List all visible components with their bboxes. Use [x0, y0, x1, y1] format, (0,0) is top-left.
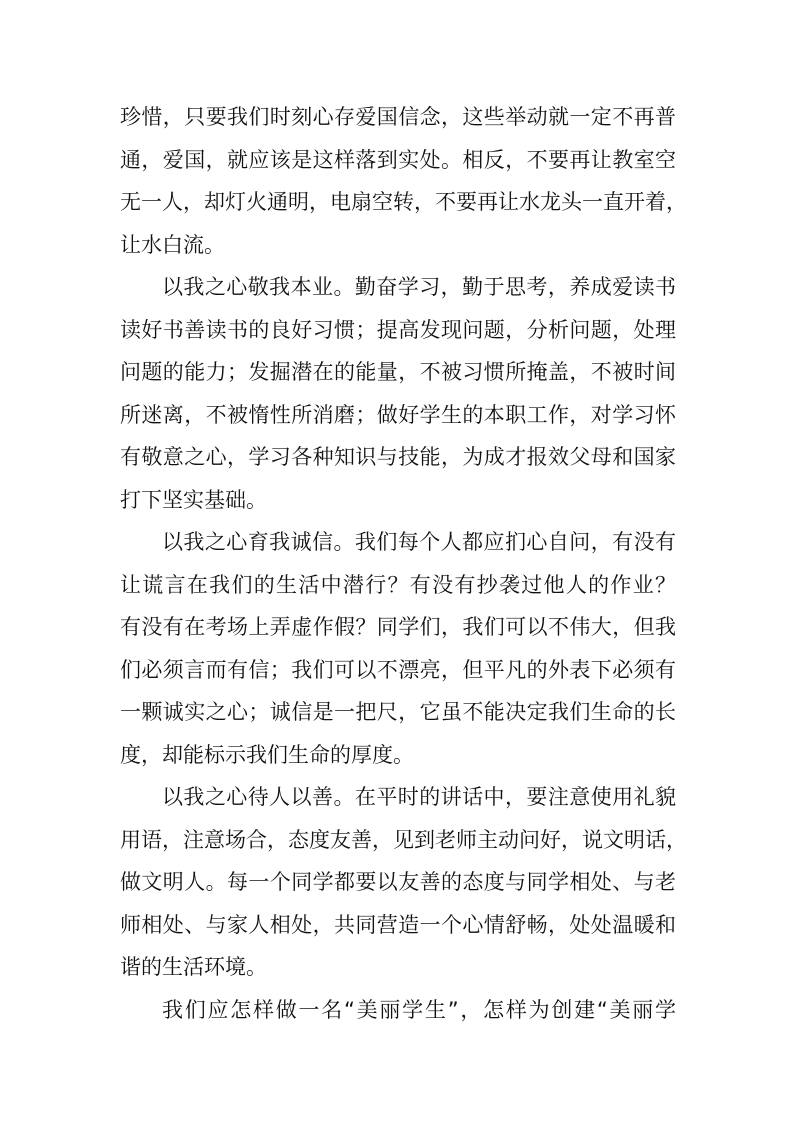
text-line: 做文明人。每一个同学都要以友善的态度与同学相处、与老	[120, 870, 676, 894]
text-line: 有没有在考场上弄虚作假？同学们，我们可以不伟大，但我	[120, 615, 676, 639]
text-line: 用语，注意场合，态度友善，见到老师主动问好，说文明话，	[120, 827, 687, 852]
paragraph-start-line: 以我之心待人以善。在平时的讲话中，要注意使用礼貌	[162, 785, 676, 809]
paragraph-start-line: 我们应怎样做一名“美丽学生”，怎样为创建“美丽学	[162, 997, 676, 1022]
text-line: 珍惜，只要我们时刻心存爱国信念，这些举动就一定不再普	[120, 105, 676, 129]
paragraph-start-line: 以我之心敬我本业。勤奋学习，勤于思考，养成爱读书	[162, 275, 676, 299]
text-line: 读好书善读书的良好习惯；提高发现问题，分析问题，处理	[120, 317, 676, 342]
text-line: 一颗诚实之心；诚信是一把尺，它虽不能决定我们生命的长	[120, 700, 676, 724]
paragraph-start-line: 以我之心育我诚信。我们每个人都应扪心自问，有没有	[162, 530, 676, 554]
text-line: 通，爱国，就应该是这样落到实处。相反，不要再让教室空	[120, 147, 676, 172]
text-line: 有敬意之心，学习各种知识与技能，为成才报效父母和国家	[120, 445, 676, 469]
text-line: 师相处、与家人相处，共同营造一个心情舒畅，处处温暖和	[120, 912, 676, 937]
text-line: 谐的生活环境。	[120, 955, 267, 979]
text-line: 度，却能标示我们生命的厚度。	[120, 742, 414, 767]
text-line: 所迷离，不被惰性所消磨；做好学生的本职工作，对学习怀	[120, 402, 676, 427]
document-body	[120, 96, 687, 1031]
text-line: 问题的能力；发掘潜在的能量，不被习惯所掩盖，不被时间	[120, 360, 676, 384]
text-line: 们必须言而有信；我们可以不漂亮，但平凡的外表下必须有	[120, 657, 676, 682]
text-line: 打下坚实基础。	[120, 487, 267, 512]
text-line: 让谎言在我们的生活中潜行？有没有抄袭过他人的作业？	[120, 572, 676, 597]
text-line: 无一人，却灯火通明，电扇空转，不要再让水龙头一直开着，	[120, 190, 687, 214]
text-line: 让水白流。	[120, 232, 225, 257]
